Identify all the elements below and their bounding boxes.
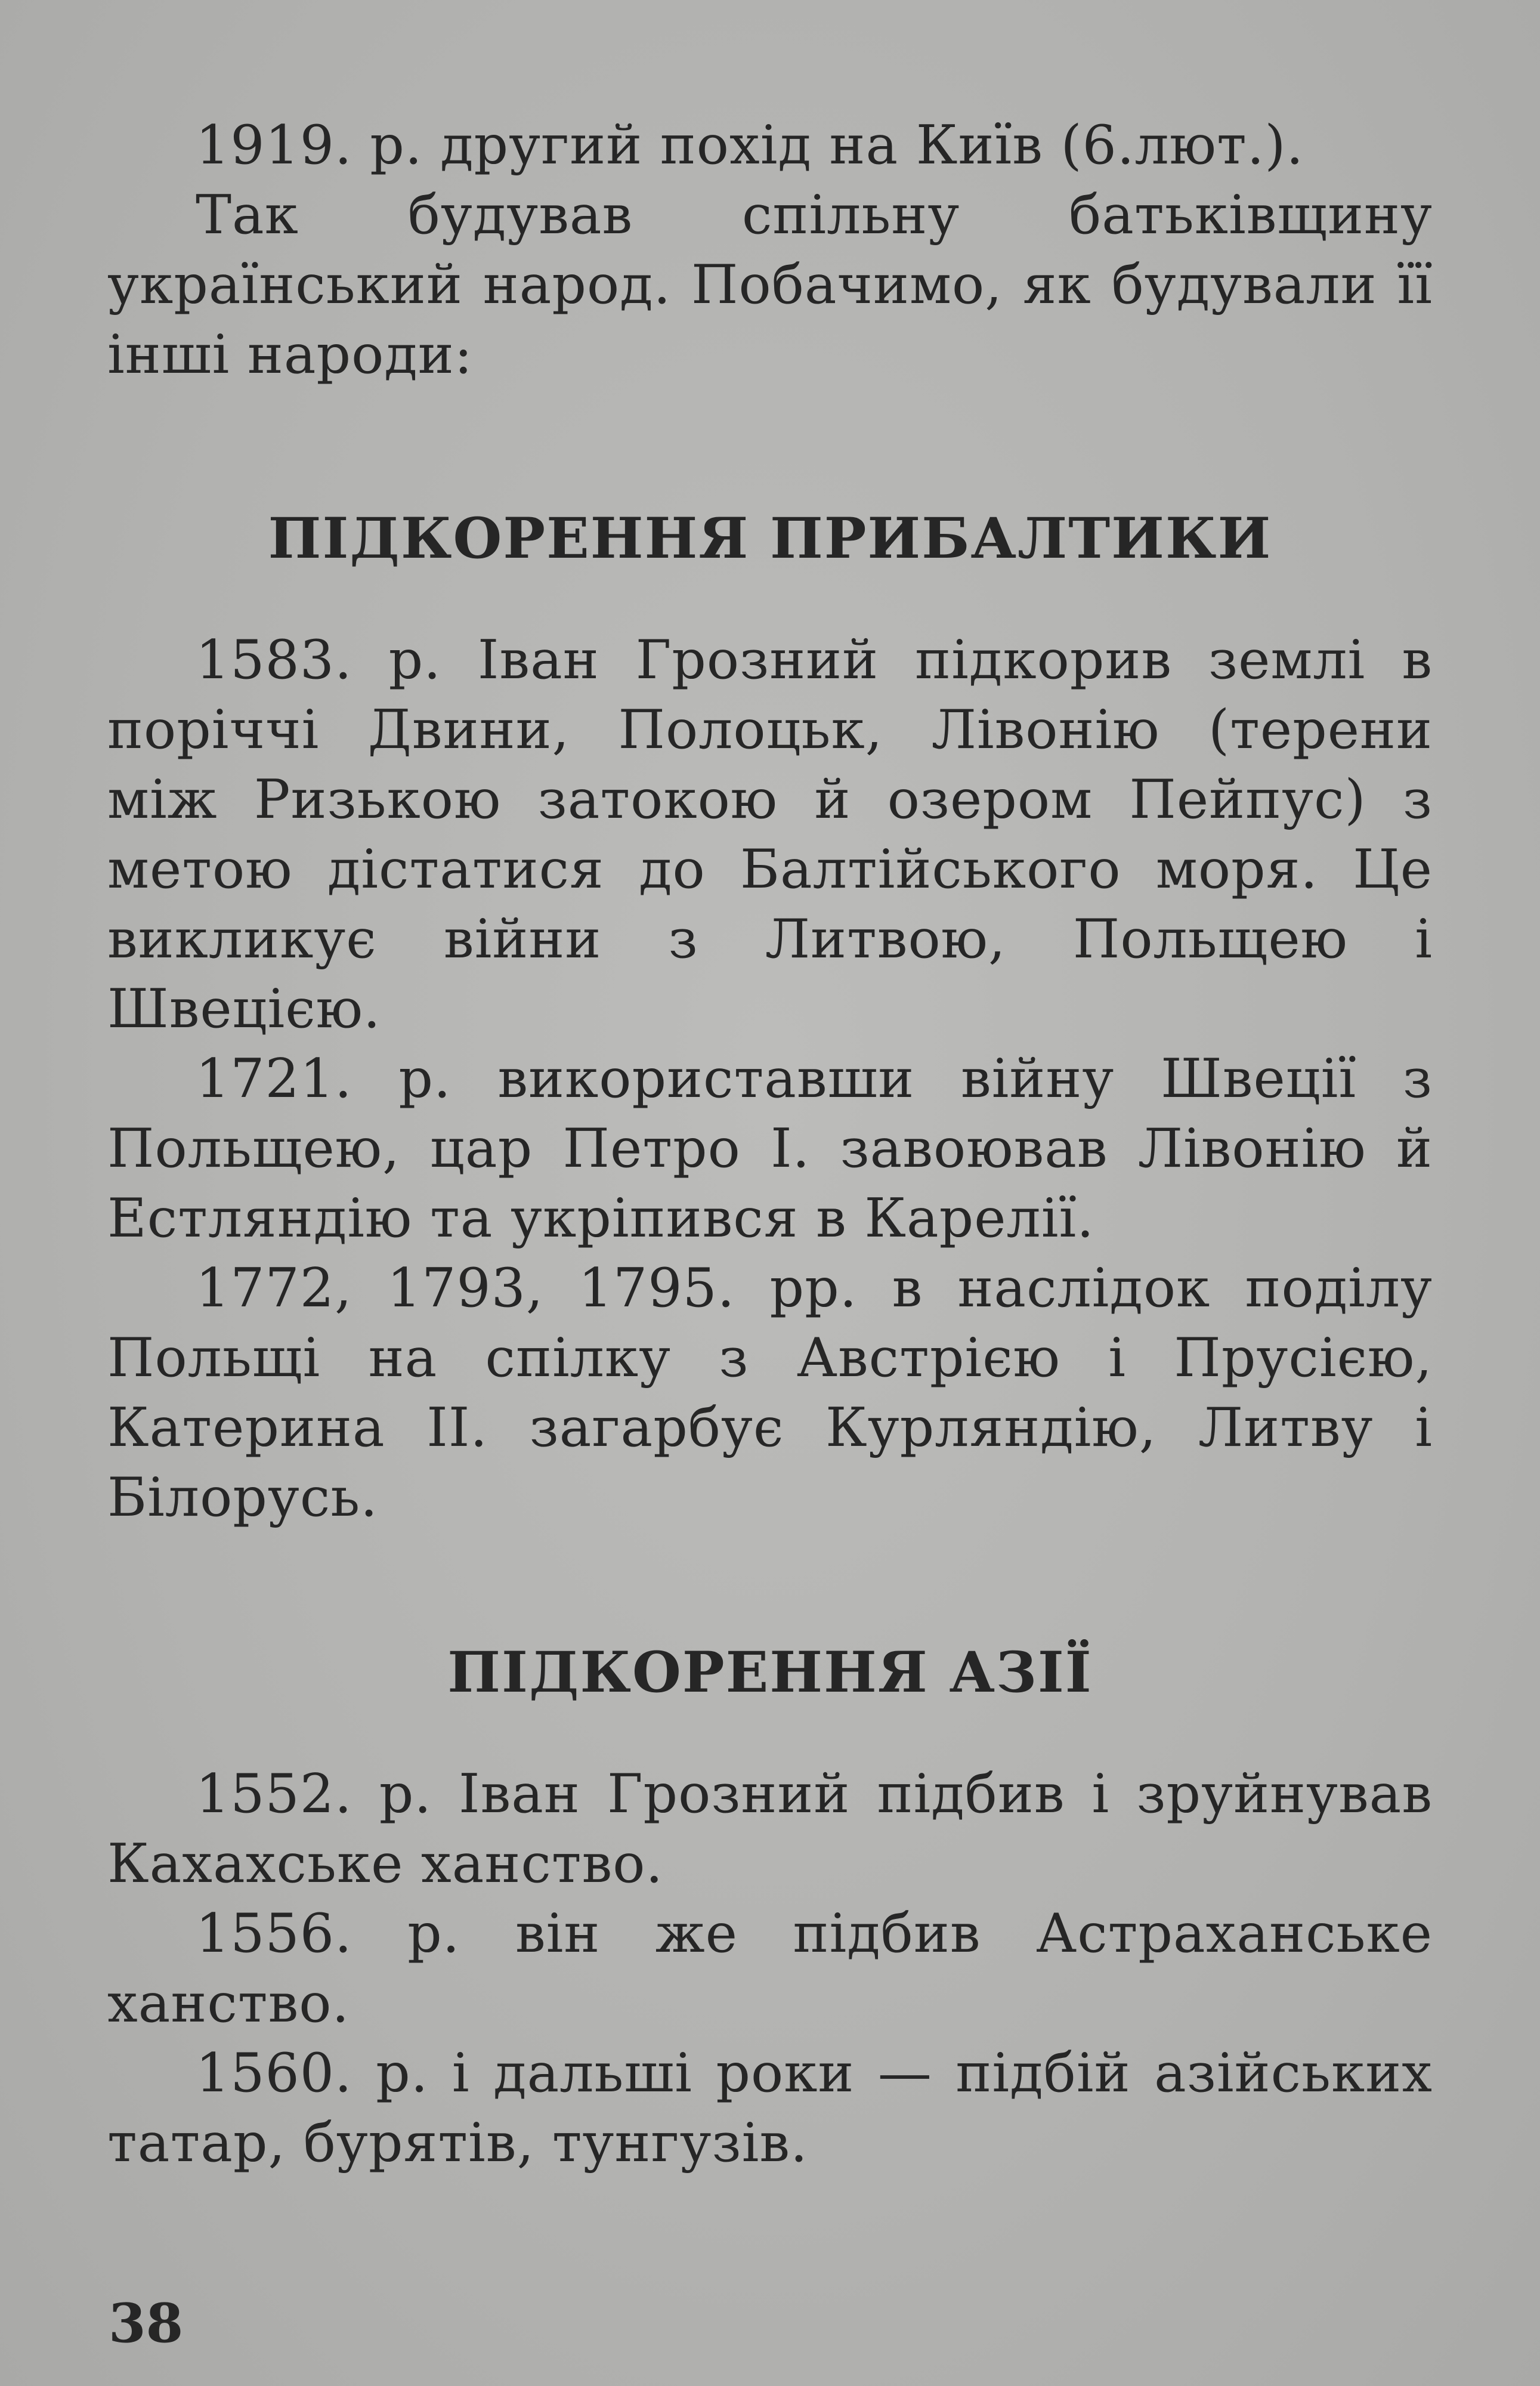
asia-paragraph-1560: 1560. р. і дальші роки — підбій азійських татар, бурятів, тунгузів. bbox=[107, 2042, 1433, 2174]
spacer bbox=[107, 1708, 1433, 1759]
asia-paragraph-1556: 1556. р. він же підбив Астраханське ханство. bbox=[107, 1902, 1433, 2035]
section-heading-asia: ПІДКОРЕННЯ АЗІЇ bbox=[447, 1640, 1093, 1705]
spacer bbox=[107, 1532, 1433, 1637]
baltic-paragraph-1721: 1721. р. використавши війну Швеції з Польщею, цар Петро І. завоював Лівонію й Естляндію та укріпився в Карелії. bbox=[107, 1047, 1433, 1250]
spacer bbox=[107, 574, 1433, 625]
baltic-paragraph-1772: 1772, 1793, 1795. рр. в наслідок поділу Польщі на спілку з Австрією і Прусією, Катерина ІІ. загарбує Курляндію, Литву і Білорусь. bbox=[107, 1257, 1433, 1529]
page-body bbox=[107, 110, 1433, 2178]
section-heading-baltic: ПІДКОРЕННЯ ПРИБАЛТИКИ bbox=[268, 506, 1272, 571]
baltic-paragraph-1583: 1583. р. Іван Грозний підкорив землі в поріччі Двини, Полоцьк, Лівонію (терени між Ризькою затокою й озером Пейпус) з метою дістатися до Балтійського моря. Це викликує війни з Литвою, Польщею і Швецією. bbox=[107, 629, 1433, 1040]
asia-paragraph-1552: 1552. р. Іван Грозний підбив і зруйнував Кахахське ханство. bbox=[107, 1763, 1433, 1895]
intro-paragraph-1: 1919. р. другий похід на Київ (6.лют.). bbox=[196, 114, 1304, 177]
intro-paragraph-2: Так будував спільну батьківщину український народ. Побачимо, як будували її інші народи: bbox=[107, 184, 1433, 386]
page-number: 38 bbox=[109, 2292, 184, 2355]
spacer bbox=[107, 390, 1433, 503]
